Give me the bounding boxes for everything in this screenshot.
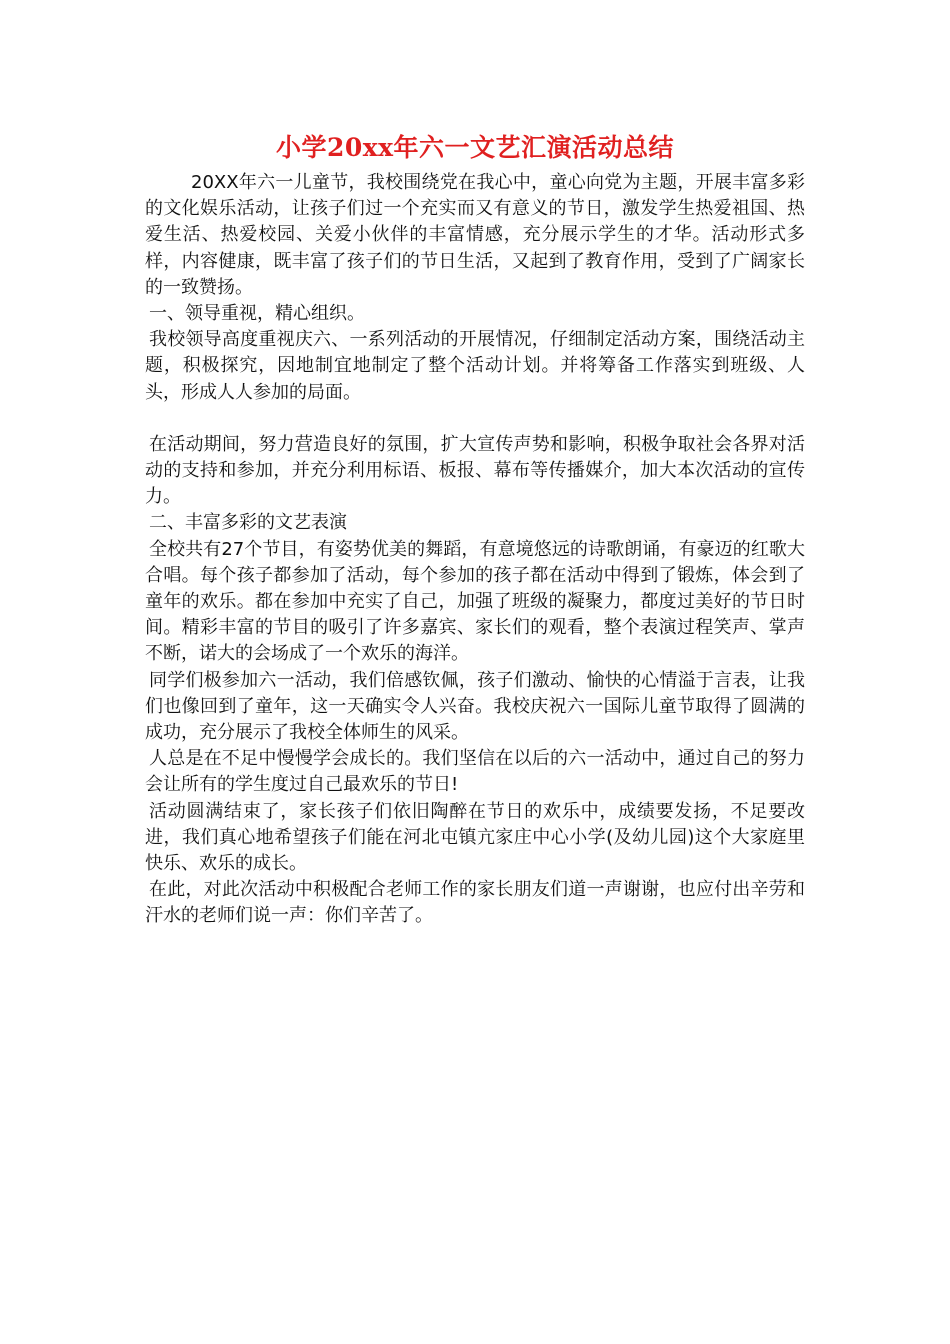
paragraph-publicity: 在活动期间，努力营造良好的氛围，扩大宣传声势和影响，积极争取社会各界对活动的支持和参加，并充分利用标语、板报、幕布等传播媒介，加大本次活动的宣传力。: [145, 433, 805, 508]
paragraph-spacer: [145, 406, 805, 432]
section-heading-2: 二、丰富多彩的文艺表演: [149, 512, 347, 534]
paragraph-performances: 全校共有27个节目，有姿势优美的舞蹈，有意境悠远的诗歌朗诵，有豪迈的红歌大合唱。每个孩子都参加了活动，每个参加的孩子都在活动中得到了锻炼，体会到了童年的欢乐。都在参加中充实了自己，加强了班级的凝聚力，都度过美好的节日时间。精彩丰富的节目的吸引了许多嘉宾、家长们的观看，整个表演过程笑声、掌声不断，诺大的会场成了一个欢乐的海洋。: [145, 538, 805, 665]
paragraph-intro: 20XX年六一儿童节，我校围绕党在我心中，童心向党为主题，开展丰富多彩的文化娱乐活动，让孩子们过一个充实而又有意义的节日，激发学生热爱祖国、热爱生活、热爱校园、关爱小伙伴的丰富情感，充分展示学生的才华。活动形式多样，内容健康，既丰富了孩子们的节日生活，又起到了教育作用，受到了广阔家长的一致赞扬。: [145, 172, 805, 298]
paragraph-students: 同学们极参加六一活动，我们倍感钦佩，孩子们激动、愉快的心情溢于言表，让我们也像回到了童年，这一天确实令人兴奋。我校庆祝六一国际儿童节取得了圆满的成功，充分展示了我校全体师生的风采。: [145, 669, 805, 744]
section-heading-1: 一、领导重视，精心组织。: [149, 303, 365, 325]
document-title: 小学20xx年六一文艺汇演活动总结: [275, 133, 675, 162]
paragraph-conclusion: 活动圆满结束了，家长孩子们依旧陶醉在节日的欢乐中，成绩要发扬，不足要改进，我们真心地希望孩子们能在河北屯镇亢家庄中心小学(及幼儿园)这个大家庭里快乐、欢乐的成长。: [145, 800, 805, 875]
document-body: [145, 170, 805, 930]
paragraph-leadership: 我校领导高度重视庆六、一系列活动的开展情况，仔细制定活动方案，围绕活动主题，积极探究，因地制宜地制定了整个活动计划。并将筹备工作落实到班级、人头，形成人人参加的局面。: [145, 329, 805, 403]
paragraph-thanks: 在此，对此次活动中积极配合老师工作的家长朋友们道一声谢谢，也应付出辛劳和汗水的老师们说一声：你们辛苦了。: [145, 879, 805, 927]
paragraph-growth: 人总是在不足中慢慢学会成长的。我们坚信在以后的六一活动中，通过自己的努力会让所有的学生度过自己最欢乐的节日!: [145, 748, 805, 796]
